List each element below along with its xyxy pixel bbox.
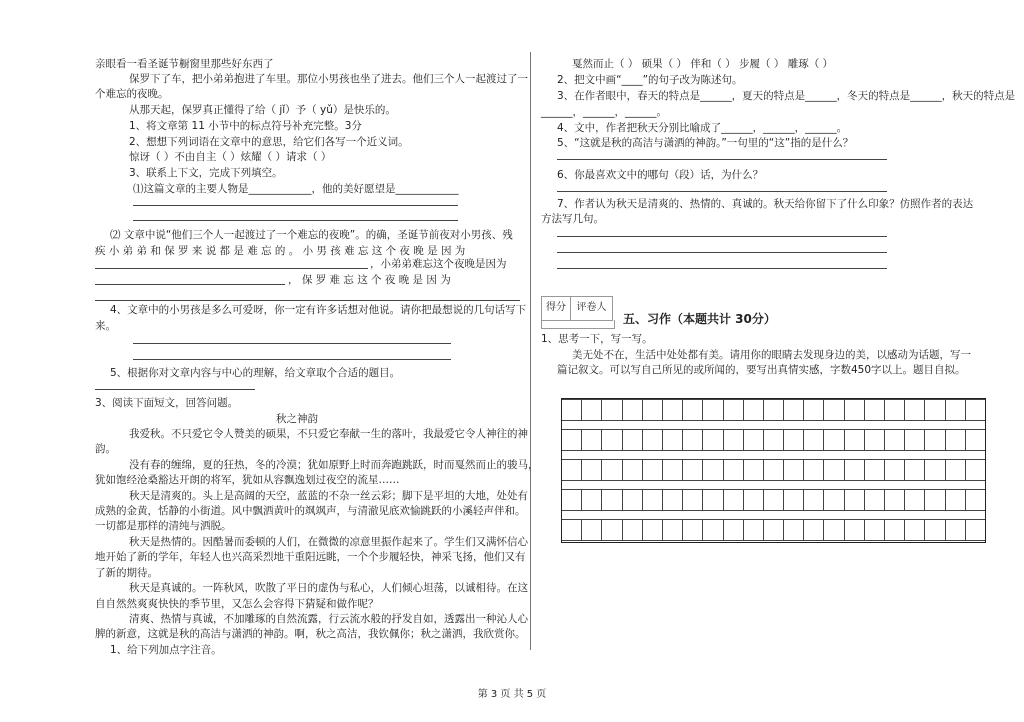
passage-line: 秋天是真诚的。一阵秋风，吹散了平日的虚伪与私心，人们倾心坦荡，以诚相待。在这 [129, 582, 528, 594]
grid-cell[interactable] [562, 429, 582, 451]
passage-line: 犹如饱经沧桑豁达开朗的将军，犹如从容飘逸划过夜空的流星…… [95, 474, 400, 486]
grid-cell[interactable] [744, 399, 764, 421]
answer-line[interactable] [557, 252, 887, 253]
text-line: 从那天起，保罗真正懂得了给（ jǐ）予（ yǔ）是快乐的。 [129, 104, 396, 116]
grid-cell[interactable] [703, 459, 723, 481]
grid-cell[interactable] [602, 459, 622, 481]
grid-cell[interactable] [764, 399, 784, 421]
grid-cell[interactable] [582, 519, 602, 541]
grid-cell[interactable] [724, 459, 744, 481]
question-1: 1、将文章第 11 小节中的标点符号补充完整。3分 [129, 120, 362, 132]
grid-cell[interactable] [602, 489, 622, 511]
column-divider [530, 52, 531, 650]
grid-cell[interactable] [764, 489, 784, 511]
answer-line[interactable] [95, 389, 255, 390]
question-7: 7、作者认为秋天是清爽的、热情的、真诚的。秋天给你留下了什么印象？仿照作者的表达 [557, 198, 974, 210]
answer-line[interactable] [133, 220, 458, 221]
grid-cell[interactable] [966, 429, 985, 451]
grid-cell[interactable] [703, 519, 723, 541]
grid-cell[interactable] [885, 459, 905, 481]
grid-cell[interactable] [925, 399, 945, 421]
question-3: 3、联系上下文，完成下列填空。 [129, 167, 283, 179]
grid-cell[interactable] [744, 459, 764, 481]
text-line: ______，______，______。 [541, 106, 667, 118]
grid-cell[interactable] [824, 429, 844, 451]
question-6: 6、你最喜欢文中的哪句（段）话，为什么？ [557, 169, 764, 181]
grid-cell[interactable] [683, 429, 703, 451]
answer-line[interactable] [95, 268, 368, 269]
question-5: 5、“这就是秋的高洁与潇洒的神韵。”一句里的“这”指的是什么？ [557, 137, 854, 149]
question-3-1: ⑴这篇文章的主要人物是____________，他的美好愿望是____________ [133, 183, 459, 195]
question-2: 2、把文中画“____”的句子改为陈述句。 [557, 74, 743, 86]
grid-cell[interactable] [724, 519, 744, 541]
grid-cell[interactable] [905, 489, 925, 511]
text-line: 方法写几句。 [541, 213, 604, 225]
grid-cell[interactable] [925, 459, 945, 481]
grid-cell[interactable] [602, 519, 622, 541]
text-line: 疾 小 弟 弟 和 保 罗 来 说 都 是 难 忘 的 。 小 男 孩 难 忘 这 个 夜 晚 是 因 为 [95, 245, 466, 257]
grid-cell[interactable] [703, 429, 723, 451]
grid-cell[interactable] [905, 399, 925, 421]
grid-cell[interactable] [966, 399, 985, 421]
grid-cell[interactable] [562, 459, 582, 481]
question-1: 1、给下列加点字注音。 [110, 644, 222, 656]
grid-cell[interactable] [824, 399, 844, 421]
grid-cell[interactable] [623, 429, 643, 451]
grid-cell[interactable] [643, 459, 663, 481]
grid-cell[interactable] [925, 519, 945, 541]
section-title: 五、习作（本题共计 30分） [623, 312, 776, 326]
grid-cell[interactable] [744, 489, 764, 511]
grid-cell[interactable] [885, 519, 905, 541]
grid-cell[interactable] [925, 489, 945, 511]
grid-cell[interactable] [724, 429, 744, 451]
grid-cell[interactable] [845, 489, 865, 511]
grid-cell[interactable] [946, 459, 966, 481]
grid-cell[interactable] [724, 489, 744, 511]
grid-cell[interactable] [966, 489, 985, 511]
passage-line: 秋天是清爽的。头上是高阔的天空，蓝蓝的不杂一丝云彩；脚下是平坦的大地，处处有 [129, 490, 528, 502]
passage-line: 我爱秋。不只爱它令人赞美的硕果，不只爱它奉献一生的落叶，我最爱它令人神往的神 [129, 428, 528, 440]
grid-cell[interactable] [946, 429, 966, 451]
grid-cell[interactable] [865, 429, 885, 451]
text-line: ，小弟弟难忘这个夜晚是因为 [370, 258, 507, 270]
grid-cell[interactable] [562, 489, 582, 511]
grid-cell[interactable] [724, 399, 744, 421]
passage-line: 脾的新意，这就是秋的高洁与潇洒的神韵。啊，秋之高洁，我钦佩你；秋之潇洒，我欣赏你。 [95, 628, 526, 640]
grid-cell[interactable] [865, 519, 885, 541]
text-line: 个难忘的夜晚。 [95, 88, 169, 100]
passage-line: 没有春的缠绵，夏的狂热，冬的冷漠；犹如原野上时而奔跑跳跃，时而戛然而止的骏马， [129, 459, 539, 471]
grid-cell[interactable] [966, 459, 985, 481]
grid-cell[interactable] [643, 519, 663, 541]
grid-cell[interactable] [703, 489, 723, 511]
text-line: 亲眼看一看圣诞节橱窗里那些好东西了 [95, 58, 274, 70]
score-box-blank[interactable] [541, 320, 615, 329]
grid-cell[interactable] [582, 429, 602, 451]
answer-line[interactable] [95, 300, 520, 301]
grid-cell[interactable] [683, 519, 703, 541]
grid-cell[interactable] [885, 429, 905, 451]
passage-line: 秋天是热情的。因酷暑而委顿的人们，在微微的凉意里振作起来了。学生们又满怀信心 [129, 536, 528, 548]
grid-cell[interactable] [703, 399, 723, 421]
grid-cell[interactable] [784, 399, 804, 421]
question-2: 2、想想下列词语在文章中的意思，给它们各写一个近义词。 [129, 136, 409, 148]
grid-cell[interactable] [824, 489, 844, 511]
essay-prompt: 美无处不在，生活中处处都有美。请用你的眼睛去发现身边的美，以感动为话题，写一 [572, 349, 971, 361]
grid-cell[interactable] [784, 429, 804, 451]
passage-line: 成熟的金黄，恬静的小街道。风中飘洒黄叶的飒飒声，与清澈见底欢愉跳跃的小溪轻声伴和。 [95, 505, 526, 517]
essay-prompt-heading: 1、思考一下，写一写。 [541, 333, 653, 345]
grid-cell[interactable] [885, 489, 905, 511]
grid-row [562, 489, 985, 511]
passage-line: 自自然然爽爽快快的季节里，又怎么会容得下猜疑和做作呢？ [95, 598, 379, 610]
grid-cell[interactable] [663, 489, 683, 511]
grid-cell[interactable] [905, 459, 925, 481]
passage-line: 清爽、热情与真诚，不加雕琢的自然流露，行云流水般的抒发自如，透露出一种沁人心 [129, 613, 528, 625]
question-3-2: ⑵ 文章中说“他们三个人一起渡过了一个难忘的夜晚”。的确，圣诞节前夜对小男孩、残 [110, 229, 513, 241]
answer-line[interactable] [133, 359, 451, 360]
page-footer: 第 3 页 共 5 页 [477, 689, 547, 700]
grid-cell[interactable] [582, 459, 602, 481]
grid-cell[interactable] [764, 459, 784, 481]
grid-row [562, 429, 985, 451]
question-5: 5、根据你对文章内容与中心的理解，给文章取个合适的题目。 [110, 367, 401, 379]
grid-cell[interactable] [683, 459, 703, 481]
grid-cell[interactable] [804, 399, 824, 421]
grid-cell[interactable] [663, 399, 683, 421]
grid-cell[interactable] [946, 399, 966, 421]
grid-cell[interactable] [582, 399, 602, 421]
grid-cell[interactable] [966, 519, 985, 541]
grid-cell[interactable] [623, 489, 643, 511]
grid-cell[interactable] [562, 519, 582, 541]
grid-cell[interactable] [885, 399, 905, 421]
score-label: 得分 [542, 297, 571, 320]
grid-cell[interactable] [744, 429, 764, 451]
grid-cell[interactable] [663, 519, 683, 541]
grid-cell[interactable] [643, 399, 663, 421]
answer-line[interactable] [557, 268, 887, 269]
grid-cell[interactable] [663, 459, 683, 481]
answer-line[interactable] [95, 284, 285, 285]
grid-cell[interactable] [744, 519, 764, 541]
grid-cell[interactable] [824, 519, 844, 541]
grid-row [562, 519, 985, 541]
text-line: 保罗下了车，把小弟弟抱进了车里。那位小男孩也坐了进去。他们三个人一起渡过了一 [129, 73, 528, 85]
reading-heading: 3、阅读下面短文，回答问题。 [95, 397, 239, 409]
grid-cell[interactable] [764, 519, 784, 541]
grid-cell[interactable] [865, 489, 885, 511]
essay-prompt: 篇记叙文。可以写自己所见的或所闻的，要写出真情实感，字数450字以上。题目自拟。 [557, 364, 966, 376]
grid-cell[interactable] [623, 519, 643, 541]
question-3: 3、在作者眼中，春天的特点是______，夏天的特点是______，冬天的特点是______，秋天的特点是 [557, 90, 1016, 102]
grid-cell[interactable] [946, 489, 966, 511]
grid-cell[interactable] [845, 519, 865, 541]
grid-cell[interactable] [804, 429, 824, 451]
answer-line[interactable] [557, 236, 887, 237]
question-4: 4、文中，作者把秋天分别比喻成了______，______，______。 [557, 122, 848, 134]
grid-cell[interactable] [562, 399, 582, 421]
grid-cell[interactable] [663, 429, 683, 451]
grid-cell[interactable] [784, 459, 804, 481]
grid-row [562, 399, 985, 421]
writing-grid[interactable] [561, 398, 986, 543]
grid-cell[interactable] [602, 399, 622, 421]
grid-cell[interactable] [845, 429, 865, 451]
grid-cell[interactable] [582, 489, 602, 511]
grid-cell[interactable] [643, 429, 663, 451]
grid-cell[interactable] [845, 459, 865, 481]
grid-cell[interactable] [804, 489, 824, 511]
text-line: ， 保 罗 难 忘 这 个 夜 晚 是 因 为 [288, 274, 451, 286]
grid-cell[interactable] [623, 399, 643, 421]
grid-row [562, 459, 985, 481]
grader-label: 评卷人 [576, 302, 607, 313]
grid-cell[interactable] [784, 489, 804, 511]
answer-line[interactable] [133, 343, 451, 344]
grid-cell[interactable] [905, 429, 925, 451]
grid-cell[interactable] [683, 399, 703, 421]
answer-line[interactable] [133, 205, 458, 206]
passage-line: 地开始了新的学年，年轻人也兴高采烈地干重阳远眺，一个个步履轻快，神采飞扬，他们又有 [95, 551, 526, 563]
grid-cell[interactable] [784, 519, 804, 541]
grid-cell[interactable] [925, 429, 945, 451]
grid-cell[interactable] [824, 459, 844, 481]
question-4: 4、文章中的小男孩是多么可爱呀，你一定有许多话想对他说。请你把最想说的几句话写下 [110, 304, 527, 316]
grid-cell[interactable] [845, 399, 865, 421]
passage-line: 韵。 [95, 443, 116, 455]
answer-line[interactable] [557, 159, 887, 160]
score-box [541, 296, 613, 321]
grid-cell[interactable] [623, 459, 643, 481]
passage-line: 一切都是那样的清纯与洒脱。 [95, 520, 232, 532]
passage-line: 了新的期待。 [95, 567, 158, 579]
synonym-blanks: 惊讶（ ）不由自主（ ）炫耀（ ）请求（ ） [129, 151, 332, 163]
grid-cell[interactable] [683, 489, 703, 511]
grid-cell[interactable] [804, 519, 824, 541]
grid-cell[interactable] [764, 429, 784, 451]
text-line: 来。 [95, 320, 116, 332]
passage-title: 秋之神韵 [276, 413, 318, 425]
answer-line[interactable] [557, 191, 887, 192]
grid-cell[interactable] [905, 519, 925, 541]
grid-cell[interactable] [865, 459, 885, 481]
grid-cell[interactable] [643, 489, 663, 511]
grid-cell[interactable] [804, 459, 824, 481]
pinyin-blanks: 戛然而止（ ） 硕果（ ） 伴和（ ） 步履（ ） 雕琢（ ） [572, 58, 834, 70]
grid-cell[interactable] [602, 429, 622, 451]
grid-cell[interactable] [946, 519, 966, 541]
grid-cell[interactable] [865, 399, 885, 421]
